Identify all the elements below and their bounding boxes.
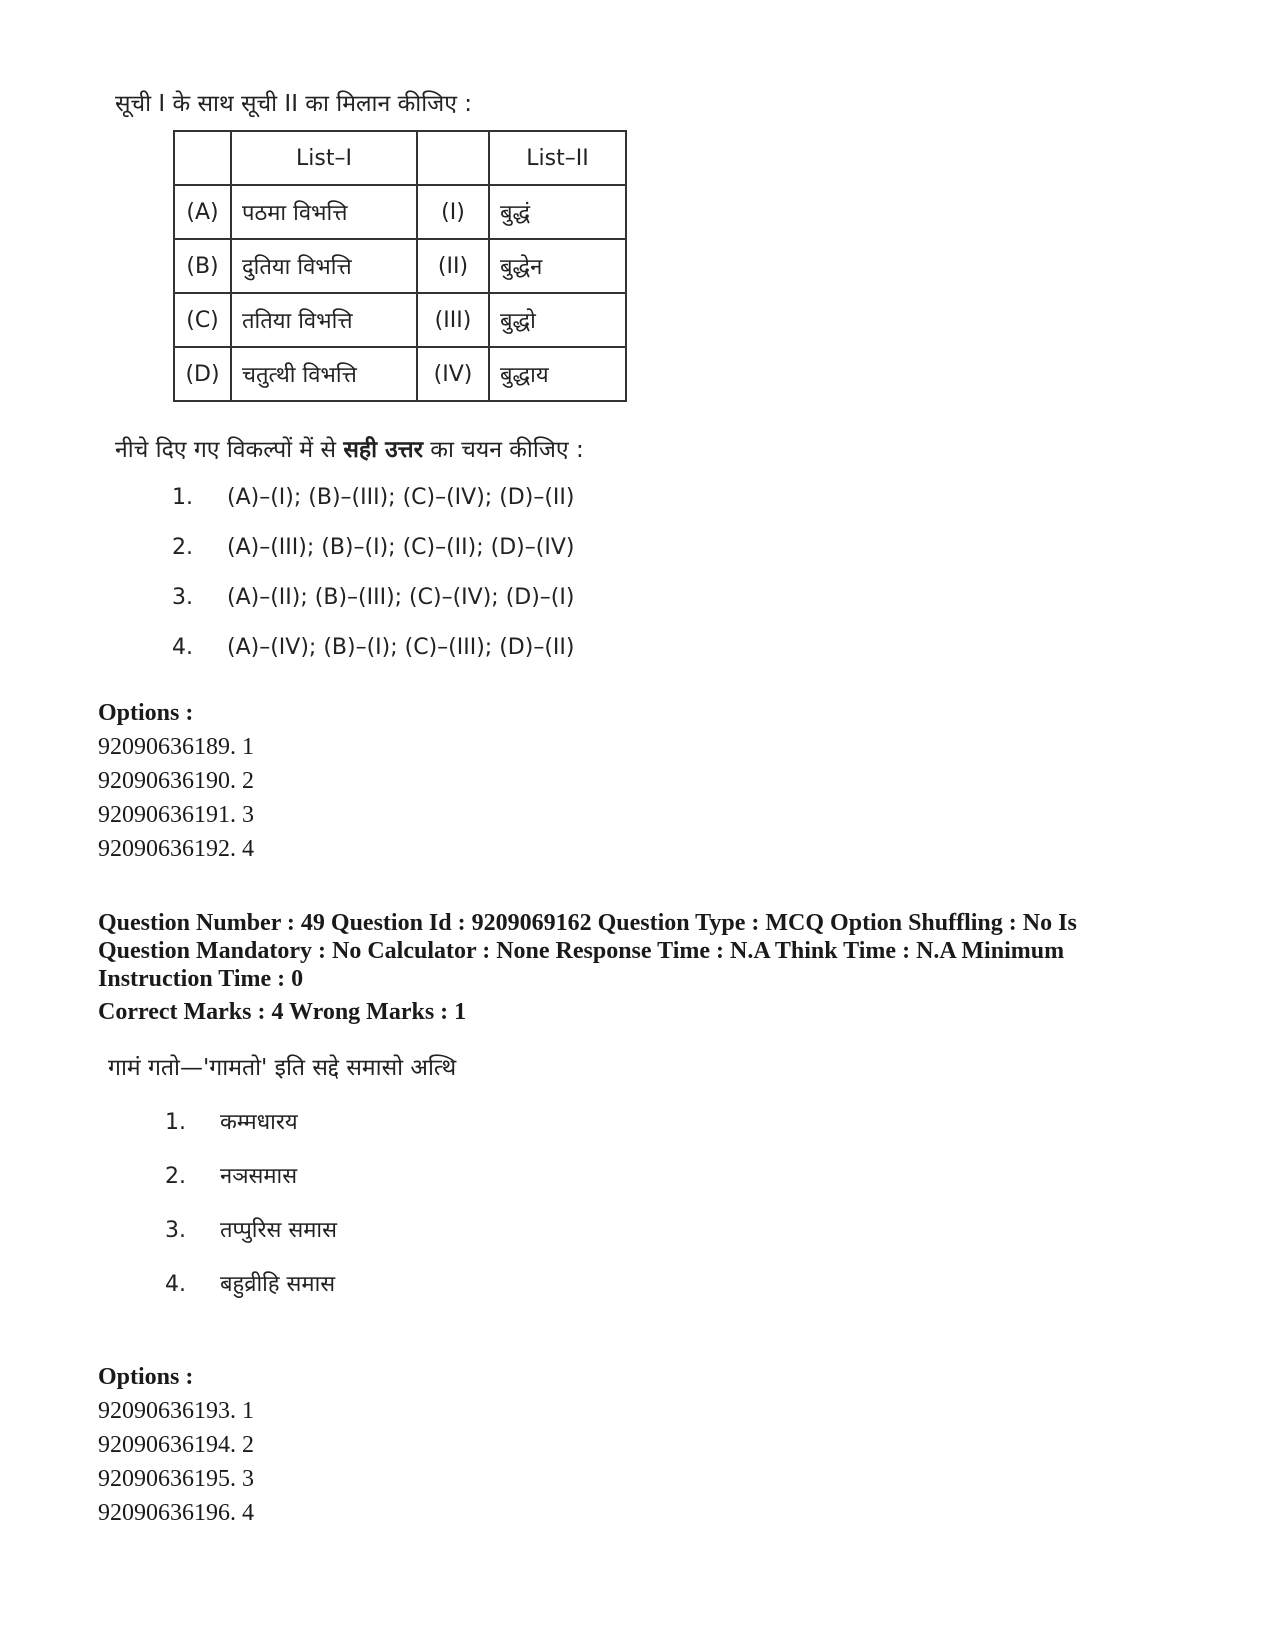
meta-line: Question Mandatory : No Calculator : None Response Time : N.A Think Time : N.A Minimum [98,938,1065,964]
option-id: 92090636194. 2 [98,1432,254,1458]
choice-text: (A)–(IV); (B)–(I); (C)–(III); (D)–(II) [227,635,575,660]
option-id: 92090636191. 3 [98,802,254,828]
table-cell: बुद्धं [489,185,626,239]
table-cell: चतुत्थी विभत्ति [231,347,417,401]
q49-choice-3 [165,1214,337,1244]
q48-choice-3 [172,585,574,610]
table-row [174,239,626,293]
table-cell: (B) [174,239,231,293]
option-id: 92090636192. 4 [98,836,254,862]
table-row [174,293,626,347]
choice-text: (A)–(III); (B)–(I); (C)–(II); (D)–(IV) [227,535,575,560]
q49-meta [98,909,1198,993]
choice-text: तप्पुरिस समास [220,1218,337,1243]
table-cell: (A) [174,185,231,239]
q49-options-list [98,1394,254,1530]
matching-table [173,130,627,402]
list-2-header: List–II [489,131,626,185]
instruction-emphasis: सही उत्तर [343,437,423,463]
table-cell: ततिया विभत्ति [231,293,417,347]
option-id: 92090636193. 1 [98,1398,254,1424]
instruction-text: नीचे दिए गए विकल्पों में से [115,437,344,463]
q48-choice-4 [172,635,574,660]
q48-options-label: Options : [98,700,194,726]
table-cell: बुद्धेन [489,239,626,293]
q49-choice-1 [165,1106,298,1136]
table-cell: बुद्धो [489,293,626,347]
choice-text: कम्मधारय [220,1110,298,1135]
meta-line: Question Number : 49 Question Id : 9209069162 Question Type : MCQ Option Shuffling : No Is [98,910,1077,936]
q49-choice-4 [165,1268,335,1298]
choice-number: 4. [172,635,193,660]
choice-number: 1. [165,1110,186,1135]
table-row [174,347,626,401]
list-1-header: List–I [231,131,417,185]
choice-text: बहुव्रीहि समास [220,1272,336,1297]
instruction-text: का चयन कीजिए : [423,437,584,463]
q48-instruction [115,432,584,464]
choice-number: 3. [165,1218,186,1243]
option-id: 92090636195. 3 [98,1466,254,1492]
table-cell [174,131,231,185]
q49-choice-2 [165,1160,297,1190]
q49-marks: Correct Marks : 4 Wrong Marks : 1 [98,999,467,1025]
table-cell [417,131,489,185]
q49-options-label: Options : [98,1364,194,1390]
choice-text: नञसमास [220,1164,298,1189]
table-cell: दुतिया विभत्ति [231,239,417,293]
table-cell: (C) [174,293,231,347]
table-row [174,185,626,239]
q48-choice-2 [172,535,574,560]
table-cell: बुद्धाय [489,347,626,401]
table-cell: पठमा विभत्ति [231,185,417,239]
table-cell: (D) [174,347,231,401]
q48-choice-1 [172,485,574,510]
option-id: 92090636190. 2 [98,768,254,794]
choice-text: (A)–(I); (B)–(III); (C)–(IV); (D)–(II) [227,485,575,510]
choice-number: 1. [172,485,193,510]
q48-prompt: सूची I के साथ सूची II का मिलान कीजिए : [115,91,472,117]
table-cell: (II) [417,239,489,293]
choice-number: 2. [165,1164,186,1189]
q48-options-list [98,730,254,866]
choice-text: (A)–(II); (B)–(III); (C)–(IV); (D)–(I) [227,585,575,610]
table-cell: (I) [417,185,489,239]
meta-line: Instruction Time : 0 [98,966,304,992]
option-id: 92090636189. 1 [98,734,254,760]
table-header-row [174,131,626,185]
option-id: 92090636196. 4 [98,1500,254,1526]
choice-number: 4. [165,1272,186,1297]
table-cell: (IV) [417,347,489,401]
q49-prompt: गामं गतो—'गामतो' इति सद्दे समासो अत्थि [108,1055,457,1081]
choice-number: 3. [172,585,193,610]
table-cell: (III) [417,293,489,347]
choice-number: 2. [172,535,193,560]
